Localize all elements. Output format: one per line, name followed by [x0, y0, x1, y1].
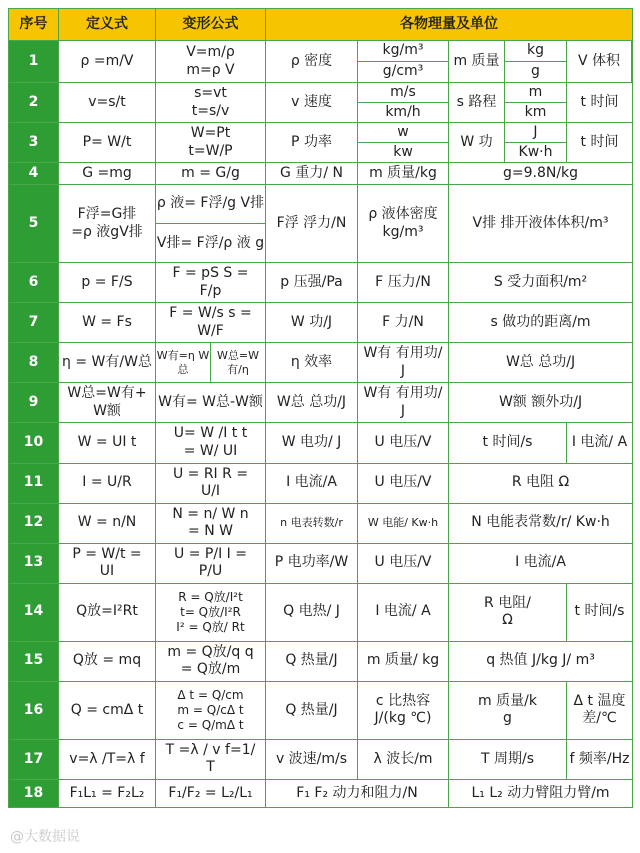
table-row: [9, 503, 633, 543]
unit-pair: [358, 123, 449, 163]
quantity: P 功率: [266, 123, 358, 163]
variant: F = W/s s =: [169, 305, 252, 322]
definition: Q放 = mq: [59, 641, 156, 681]
quantity-unit: W 电能/ Kw·h: [358, 503, 449, 543]
unit: km/h: [385, 103, 421, 120]
quantity-unit: η 效率: [266, 343, 358, 383]
quantity-unit: F 压力/N: [358, 263, 449, 303]
quantity: v 速度: [266, 83, 358, 123]
quantity-unit: U 电压/V: [358, 543, 449, 583]
definition: [59, 543, 156, 583]
variant: R = Q放/I²t: [178, 589, 243, 604]
quantity-unit: Δ t 温度差/℃: [567, 681, 633, 739]
variants: [156, 185, 266, 263]
quantity-line: R 电阻/: [484, 594, 531, 611]
table-row: [9, 343, 633, 383]
quantity-unit: T 周期/s: [449, 739, 567, 779]
unit-pair: [505, 123, 567, 163]
quantity-unit: [358, 343, 449, 383]
table-row: [9, 583, 633, 641]
variant: t=W/P: [188, 142, 233, 159]
definition: ρ =m/V: [59, 41, 156, 83]
quantity-unit: [449, 583, 567, 641]
definition: W = n/N: [59, 503, 156, 543]
variants: F₁/F₂ = L₂/L₁: [156, 779, 266, 807]
unit: J: [505, 123, 566, 143]
quantity-unit: W总 总功/J: [449, 343, 633, 383]
variants: [156, 263, 266, 303]
quantity-line: Ω: [502, 612, 513, 629]
quantity-unit: [358, 185, 449, 263]
quantity-unit: V排 排开液体体积/m³: [449, 185, 633, 263]
variant: W有=η W总: [156, 343, 211, 382]
variant: W/F: [197, 322, 224, 339]
header-seq: 序号: [9, 9, 59, 41]
quantity-unit: t 时间/s: [449, 423, 567, 463]
quantity: V 体积: [567, 41, 632, 82]
unit: m/s: [358, 83, 448, 103]
quantity: s 路程: [449, 83, 505, 123]
quantity-unit: G 重力/ N: [266, 163, 358, 185]
quantity-unit: U 电压/V: [358, 423, 449, 463]
row-number: 11: [9, 463, 59, 503]
unit: km: [524, 103, 547, 120]
table-row: [9, 83, 633, 123]
header-var: 变形公式: [156, 9, 266, 41]
definition: Q放=I²Rt: [59, 583, 156, 641]
variant: ρ 液= F浮/g V排: [156, 185, 265, 224]
unit: m: [505, 83, 566, 103]
quantity-unit: F 力/N: [358, 303, 449, 343]
variants: [156, 123, 266, 163]
quantity-unit: F浮 浮力/N: [266, 185, 358, 263]
variants: m = G/g: [156, 163, 266, 185]
variants: [156, 503, 266, 543]
variants: [156, 423, 266, 463]
table-row: [9, 641, 633, 681]
header-def: 定义式: [59, 9, 156, 41]
quantity-unit: I 电流/A: [449, 543, 633, 583]
quantity-unit: I 电流/ A: [358, 583, 449, 641]
variant: U = P/I I =: [174, 545, 247, 562]
definition: v=λ /T=λ f: [59, 739, 156, 779]
quantity-unit: F₁ F₂ 动力和阻力/N: [266, 779, 449, 807]
definition: W = UI t: [59, 423, 156, 463]
variant: F = pS S =: [172, 265, 249, 282]
variant: P/U: [198, 563, 223, 580]
row-number: 2: [9, 83, 59, 123]
definition: F₁L₁ = F₂L₂: [59, 779, 156, 807]
quantity-line: J/(kg ℃): [374, 710, 432, 727]
variant: Δ t = Q/cm: [177, 687, 244, 702]
variant: I² = Q放/ Rt: [176, 619, 245, 634]
variant: U = RI R =: [172, 465, 249, 482]
table-row: [9, 681, 633, 739]
variant: s=vt: [194, 85, 227, 102]
quantity-unit: I 电流/A: [266, 463, 358, 503]
variants: [156, 739, 266, 779]
variant: = W/ UI: [183, 442, 238, 459]
quantity-unit: f 频率/Hz: [567, 739, 633, 779]
unit-pair: [358, 83, 449, 123]
table-row: [9, 779, 633, 807]
definition: [59, 383, 156, 423]
quantity: t 时间: [567, 123, 633, 163]
definition: I = U/R: [59, 463, 156, 503]
definition: v=s/t: [59, 83, 156, 123]
variants: [156, 681, 266, 739]
row-number: 10: [9, 423, 59, 463]
quantity-line: J: [400, 402, 406, 419]
quantity: ρ 密度: [266, 41, 358, 83]
variant: = N W: [188, 523, 233, 540]
variant: V排= F浮/ρ 液 g: [156, 234, 265, 251]
variant: U= W /I t t: [173, 425, 248, 442]
quantity-unit: p 压强/Pa: [266, 263, 358, 303]
variant: c = Q/mΔ t: [177, 717, 244, 732]
quantity-unit: W额 额外功/J: [449, 383, 633, 423]
row-number: 15: [9, 641, 59, 681]
table-row: [9, 739, 633, 779]
quantity-unit: [449, 681, 567, 739]
quantity-unit: q 热值 J/kg J/ m³: [449, 641, 633, 681]
quantity-unit: W 功/J: [266, 303, 358, 343]
variant: m=ρ V: [186, 61, 235, 78]
variants: [156, 41, 266, 83]
definition: [59, 185, 156, 263]
definition-line: W额: [93, 402, 121, 419]
quantity-line: W有 有用功/: [363, 345, 443, 362]
quantity-unit: [567, 41, 633, 83]
variants: [156, 303, 266, 343]
quantity-unit: m 质量/ kg: [358, 641, 449, 681]
row-number: 1: [9, 41, 59, 83]
quantity-line: J: [400, 362, 406, 379]
quantity-unit: L₁ L₂ 动力臂阻力臂/m: [449, 779, 633, 807]
row-number: 9: [9, 383, 59, 423]
row-number: 6: [9, 263, 59, 303]
quantity-unit: s 做功的距离/m: [449, 303, 633, 343]
variant: T =λ / v f=1/: [165, 741, 256, 758]
variant: F/p: [199, 282, 222, 299]
quantity-unit: m 质量/kg: [358, 163, 449, 185]
unit: Kw·h: [518, 143, 553, 160]
quantity: t 时间: [567, 83, 633, 123]
row-number: 17: [9, 739, 59, 779]
unit: kw: [393, 143, 413, 160]
definition: G =mg: [59, 163, 156, 185]
row-number: 12: [9, 503, 59, 543]
row-number: 13: [9, 543, 59, 583]
header-row: [9, 9, 633, 41]
unit-pair: [505, 83, 567, 123]
quantity-unit: R 电阻 Ω: [449, 463, 633, 503]
row-number: 5: [9, 185, 59, 263]
variants: [156, 463, 266, 503]
quantity-unit: [358, 383, 449, 423]
quantity-unit: [358, 681, 449, 739]
quantity-unit: Q 热量/J: [266, 681, 358, 739]
definition: p = F/S: [59, 263, 156, 303]
definition: W = Fs: [59, 303, 156, 343]
quantity-unit: Q 电热/ J: [266, 583, 358, 641]
unit: w: [358, 123, 448, 143]
variants: [156, 343, 266, 383]
row-number: 16: [9, 681, 59, 739]
definition-line: P = W/t =: [72, 545, 142, 562]
variant: T: [206, 759, 215, 776]
row-number: 7: [9, 303, 59, 343]
table-row: [9, 163, 633, 185]
unit-pair: [505, 41, 567, 83]
table-row: [9, 303, 633, 343]
quantity-unit: U 电压/V: [358, 463, 449, 503]
quantity-unit: Q 热量/J: [266, 641, 358, 681]
variants: [156, 641, 266, 681]
row-number: 14: [9, 583, 59, 641]
quantity-unit: n 电表转数/r: [266, 503, 358, 543]
header-units: 各物理量及单位: [266, 9, 633, 41]
definition: P= W/t: [59, 123, 156, 163]
variants: W有= W总-W额: [156, 383, 266, 423]
table-row: [9, 543, 633, 583]
table-row: [9, 123, 633, 163]
table-row: [9, 383, 633, 423]
quantity-unit: v 波速/m/s: [266, 739, 358, 779]
row-number: 8: [9, 343, 59, 383]
variant: = Q放/m: [180, 661, 241, 678]
variant: N = n/ W n: [172, 505, 249, 522]
row-number: 3: [9, 123, 59, 163]
physics-formula-table: [8, 8, 633, 808]
table-row: [9, 463, 633, 503]
table-row: [9, 41, 633, 83]
definition-line: =ρ 液gV排: [71, 223, 143, 240]
variants: [156, 543, 266, 583]
unit: kg/m³: [358, 41, 448, 62]
variant: W总=W有/η: [217, 349, 259, 376]
quantity-line: g: [503, 710, 512, 727]
quantity-line: c 比热容: [375, 692, 431, 709]
variant: V=m/ρ: [186, 44, 235, 61]
definition: Q = cmΔ t: [59, 681, 156, 739]
variant: U/I: [200, 483, 221, 500]
quantity-unit: S 受力面积/m²: [449, 263, 633, 303]
definition: η = W有/W总: [59, 343, 156, 383]
variant: m = Q/cΔ t: [177, 702, 244, 717]
quantity-unit: g=9.8N/kg: [449, 163, 633, 185]
variant: t= Q放/I²R: [180, 604, 241, 619]
unit: g: [531, 63, 540, 80]
quantity-line: kg/m³: [382, 223, 424, 240]
table-row: [9, 263, 633, 303]
variant: W=Pt: [190, 125, 231, 142]
quantity-unit: W总 总功/J: [266, 383, 358, 423]
quantity-unit: I 电流/ A: [567, 423, 633, 463]
definition-line: F浮=G排: [77, 206, 137, 223]
variant: t=s/v: [191, 102, 230, 119]
variants: [156, 583, 266, 641]
quantity: W 功: [449, 123, 505, 163]
quantity-line: W有 有用功/: [363, 385, 443, 402]
quantity-unit: t 时间/s: [567, 583, 633, 641]
quantity: m 质量: [449, 41, 505, 83]
table-row: [9, 423, 633, 463]
definition-line: W总=W有+: [67, 385, 147, 402]
variants: [156, 83, 266, 123]
unit: g/cm³: [382, 63, 424, 80]
quantity-unit: λ 波长/m: [358, 739, 449, 779]
quantity-line: ρ 液体密度: [368, 206, 438, 223]
watermark: @大数据说: [10, 829, 80, 845]
variant: m = Q放/q q: [167, 643, 254, 660]
quantity-unit: P 电功率/W: [266, 543, 358, 583]
definition-line: UI: [99, 563, 115, 580]
unit: kg: [505, 41, 566, 62]
quantity-unit: N 电能表常数/r/ Kw·h: [449, 503, 633, 543]
quantity-line: m 质量/k: [478, 692, 537, 709]
table-row: [9, 185, 633, 263]
unit-pair: [358, 41, 449, 83]
quantity-unit: W 电功/ J: [266, 423, 358, 463]
row-number: 18: [9, 779, 59, 807]
row-number: 4: [9, 163, 59, 185]
